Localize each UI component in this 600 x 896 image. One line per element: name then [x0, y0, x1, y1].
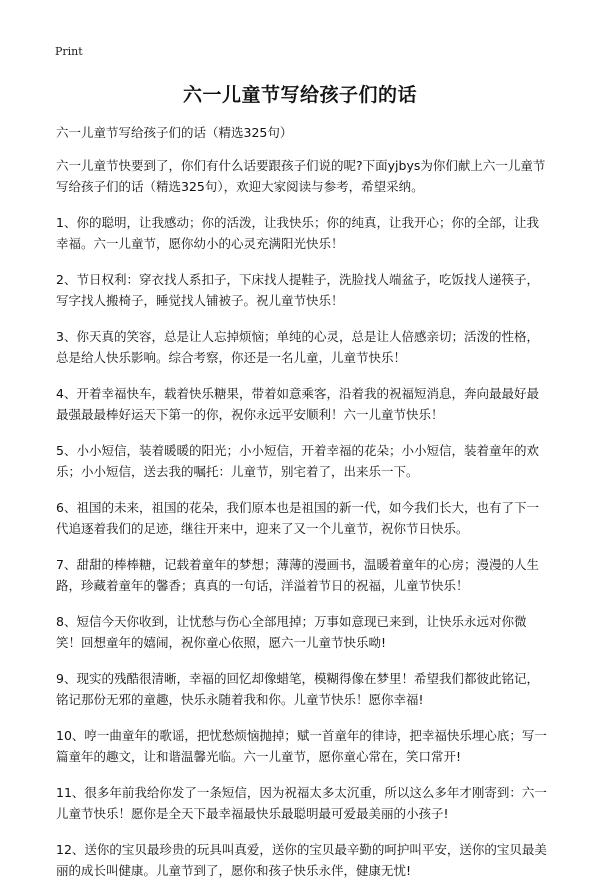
article-item-9: 9、现实的残酷很清晰，幸福的回忆却像蜡笔，模糊得像在梦里！希望我们都彼此铭记，铭记那份无邪的童趣，快乐永随着我和你。儿童节快乐！愿你幸福!: [56, 671, 539, 707]
article-item-11: 11、很多年前我给你发了一条短信，因为祝福太多太沉重，所以这么多年才刚寄到：六一儿童节快乐！愿你是全天下最幸福最快乐最聪明最可爱最美丽的小孩子!: [56, 785, 547, 821]
article-item-4: 4、开着幸福快车，载着快乐糖果，带着如意乘客，沿着我的祝福短消息，奔向最最好最最强最最棒好运天下第一的你，祝你永远平安顺利！六一儿童节快乐！: [56, 386, 539, 422]
article-item-10: 10、哼一曲童年的歌谣，把忧愁烦恼抛掉；赋一首童年的律诗，把幸福快乐埋心底；写一篇童年的趣文，让和谐温馨光临。六一儿童节，愿你童心常在，笑口常开!: [56, 728, 547, 764]
print-link[interactable]: Print: [55, 45, 83, 58]
article-intro: 六一儿童节快要到了，你们有什么话要跟孩子们说的呢?下面yjbys为你们献上六一儿童节写给孩子们的话（精选325句），欢迎大家阅读与参考，希望采纳。: [56, 158, 546, 194]
article-item-5: 5、小小短信，装着暖暖的阳光；小小短信，开着幸福的花朵；小小短信，装着童年的欢乐；小小短信，送去我的嘱托：儿童节，别宅着了，出来乐一下。: [56, 443, 539, 479]
article-item-8: 8、短信今天你收到，让忧愁与伤心全部甩掉；万事如意现已来到，让快乐永远对你微笑！回想童年的嬉闹，祝你童心依照，愿六一儿童节快乐呦!: [56, 614, 527, 650]
article-body: [56, 122, 550, 896]
article-item-2: 2、节日权利：穿衣找人系扣子，下床找人提鞋子，洗脸找人端盆子，吃饭找人递筷子，写字找人搬椅子，睡觉找人铺被子。祝儿童节快乐！: [56, 272, 539, 308]
article-item-6: 6、祖国的未来，祖国的花朵，我们原本也是祖国的新一代，如今我们长大，也有了下一代追逐着我们的足迹，继往开来中，迎来了又一个儿童节，祝你节日快乐。: [56, 500, 539, 536]
article-item-7: 7、甜甜的棒棒糖，记载着童年的梦想；薄薄的漫画书，温暖着童年的心房；漫漫的人生路，珍藏着童年的馨香；真真的一句话，洋溢着节日的祝福，儿童节快乐！: [56, 557, 539, 593]
article-subtitle: 六一儿童节写给孩子们的话（精选325句）: [56, 125, 293, 140]
article-item-1: 1、你的聪明，让我感动；你的活泼，让我快乐；你的纯真，让我开心；你的全部，让我幸福。六一儿童节，愿你幼小的心灵充满阳光快乐！: [56, 215, 539, 251]
article-item-12: 12、送你的宝贝最珍贵的玩具叫真爱，送你的宝贝最辛勤的呵护叫平安，送你的宝贝最美丽的成长叫健康。儿童节到了，愿你和孩子快乐永伴，健康无忧!: [56, 842, 547, 878]
article-item-3: 3、你天真的笑容，总是让人忘掉烦恼；单纯的心灵，总是让人倍感亲切；活泼的性格，总是给人快乐影响。综合考察，你还是一名儿童，儿童节快乐！: [56, 329, 539, 365]
page-title: 六一儿童节写给孩子们的话: [182, 84, 417, 106]
